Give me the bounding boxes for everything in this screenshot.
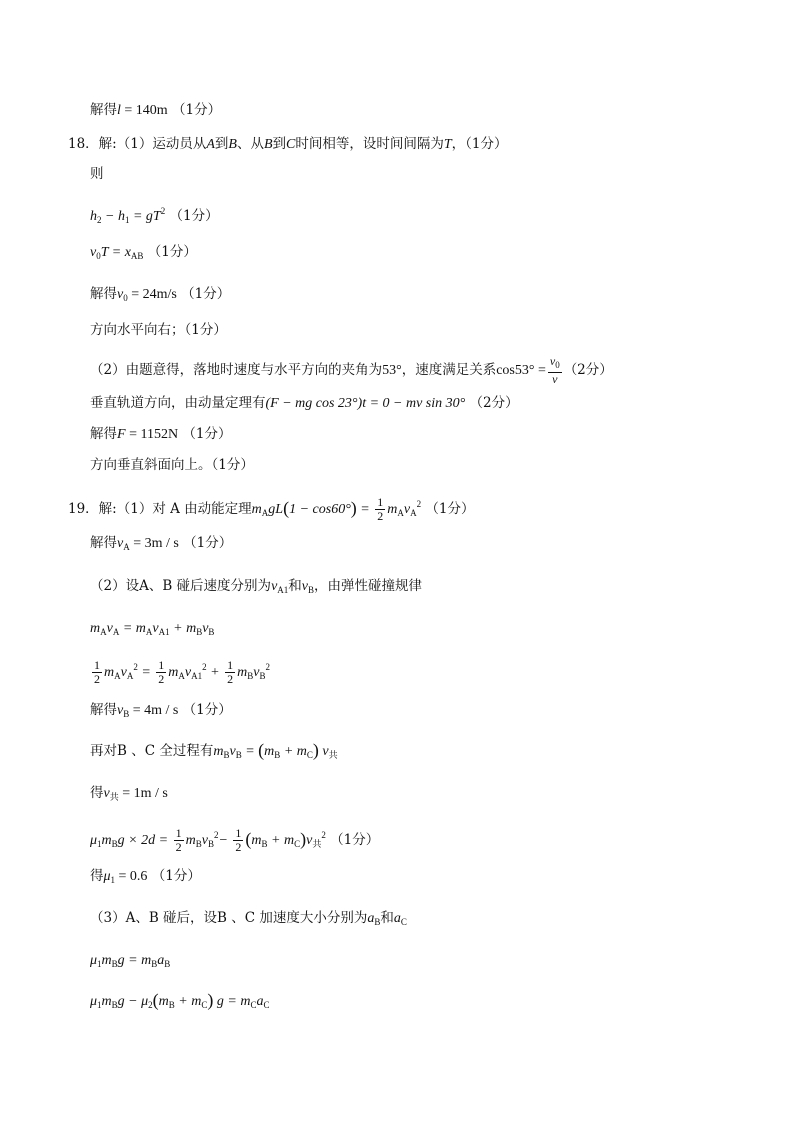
- score: （1分）: [181, 286, 231, 302]
- score: （2分）: [469, 395, 519, 411]
- var: $v_B$: [301, 579, 315, 595]
- text: 得: [90, 868, 104, 884]
- text: 方向水平向右；（1分）: [90, 322, 227, 338]
- formula: $m_Bv_B^2-$: [185, 830, 232, 849]
- bc-process: [90, 740, 338, 765]
- formula: $v_0T = x_{AB}$: [90, 245, 144, 261]
- formula: $m_Av_A = m_Av_{A1} + m_Bv_B$: [90, 621, 215, 637]
- score: （1分）: [182, 702, 232, 718]
- energy-eq: [90, 652, 270, 691]
- formula: $(m_B + m_C)v_共^2$: [245, 829, 326, 849]
- text: （2）由题意得，落地时速度与水平方向的夹角为: [90, 362, 383, 378]
- text: 到: [214, 136, 229, 152]
- formula: $m_Bv_B = (m_B + m_C)$ $v_共$: [213, 740, 338, 760]
- formula-val: = 24m/s: [127, 287, 177, 302]
- equation-1: [90, 201, 219, 230]
- text: ，由弹性碰撞规律: [314, 578, 423, 594]
- formula-val: = 4m / s: [129, 703, 179, 718]
- equation-3: [90, 284, 230, 308]
- fraction-half: [233, 827, 243, 854]
- text: ，速度满足关系: [401, 362, 497, 378]
- direction-1: [90, 320, 227, 340]
- momentum-eq: [90, 618, 214, 642]
- denominator: 2: [94, 672, 100, 686]
- part-2-line: [90, 355, 613, 386]
- numerator: 1: [377, 495, 384, 509]
- angle: 53°: [382, 363, 402, 378]
- formula: cos53° =: [496, 363, 546, 378]
- formula: (F − mg cos 23°)t = 0 − mv sin 30°: [265, 396, 466, 411]
- formula: F: [117, 427, 126, 442]
- text: 到: [272, 136, 287, 152]
- formula-val: = 3m / s: [129, 536, 179, 551]
- question-19-heading: [68, 491, 474, 526]
- score: （1分）: [169, 208, 219, 224]
- score: （1分）: [330, 832, 380, 848]
- vB-result: [90, 700, 232, 724]
- numerator: 1: [235, 826, 242, 840]
- fraction-half: [174, 827, 184, 854]
- direction-2: [90, 455, 254, 475]
- numerator: 1: [94, 658, 100, 672]
- score: （1分）: [171, 102, 222, 118]
- formula-val: = 1152N: [125, 427, 179, 442]
- numerator: 1: [158, 658, 165, 672]
- text: 得: [90, 785, 104, 801]
- formula: $h_2 - h_1 = gT^2$: [90, 206, 166, 225]
- text: 解得: [90, 426, 117, 442]
- text: 则: [90, 166, 104, 182]
- text: 垂直轨道方向，由动量定理有: [90, 395, 266, 411]
- vA-result: [90, 533, 232, 557]
- score: （1分）: [425, 501, 475, 517]
- var: B: [263, 137, 273, 152]
- fraction-half: [92, 659, 102, 686]
- mu-result: [90, 866, 201, 890]
- formula: $\mu_1$: [103, 869, 116, 885]
- text: ，（1分）: [451, 136, 508, 152]
- var: B: [228, 137, 237, 152]
- formula-l: l: [117, 103, 121, 118]
- fraction: [548, 355, 562, 386]
- numerator: $v_0$: [548, 355, 562, 373]
- acc-eq-1: [90, 950, 170, 974]
- text: 19．解:（1）对 A 由动能定理: [68, 501, 252, 517]
- text: 18．解:（1）运动员从: [68, 136, 207, 152]
- denominator: 2: [158, 672, 165, 686]
- part-19-2: [90, 576, 422, 600]
- question-18-heading: [68, 134, 508, 155]
- denominator: 2: [227, 672, 234, 686]
- text-ze: [90, 164, 104, 184]
- denominator: v: [552, 372, 558, 386]
- formula: $\mu_1m_Bg - \mu_2(m_B + m_C) g = m_Ca_C$: [90, 990, 270, 1010]
- acc-eq-2: [90, 990, 269, 1015]
- var: T: [443, 137, 452, 152]
- text: 解得: [90, 286, 117, 302]
- text: 再对B 、C 全过程有: [90, 743, 214, 759]
- formula: $m_Av_A^2$: [387, 499, 422, 518]
- var: $a_B$: [367, 911, 381, 927]
- text: 解得: [90, 102, 117, 118]
- text: 和: [288, 578, 302, 594]
- numerator: 1: [175, 826, 182, 840]
- formula-l-val: = 140m: [120, 103, 168, 118]
- text: 方向垂直斜面向上。（1分）: [90, 457, 254, 473]
- fraction-half: [225, 659, 235, 686]
- text: 时间相等，设时间间隔为: [295, 136, 444, 152]
- fraction-half: [156, 659, 166, 686]
- formula: $v_0$: [117, 287, 128, 303]
- numerator: 1: [227, 658, 234, 672]
- text: 解得: [90, 702, 117, 718]
- formula-val: = 0.6: [115, 869, 148, 884]
- denominator: 2: [377, 509, 384, 523]
- formula-val: = 1m / s: [118, 786, 168, 801]
- score: （2分）: [563, 362, 613, 378]
- denominator: 2: [235, 840, 242, 854]
- var: C: [286, 137, 296, 152]
- text: 、从: [236, 136, 264, 152]
- formula: $v_B$: [117, 703, 130, 719]
- var: $a_C$: [393, 911, 407, 927]
- score: （1分）: [151, 868, 201, 884]
- denominator: 2: [175, 840, 182, 854]
- score: （1分）: [147, 244, 197, 260]
- var: A: [206, 137, 215, 152]
- equation-2: [90, 242, 197, 266]
- text: （3）A、B 碰后，设B 、C 加速度大小分别为: [90, 910, 368, 926]
- formula: $v_A$: [117, 536, 130, 552]
- formula: $m_Av_{A1}^2$ +: [168, 662, 224, 681]
- momentum-theorem-line: [90, 393, 519, 414]
- formula: $v_共$: [103, 786, 119, 802]
- formula: $\mu_1m_Bg = m_Ba_B$: [90, 953, 171, 969]
- fraction-half: [375, 496, 385, 523]
- formula: $m_Av_A^2$ =: [104, 662, 155, 681]
- score: （1分）: [182, 426, 232, 442]
- formula: $m_AgL(1 - \cos 60^\circ)$ =: [251, 498, 374, 518]
- var: $v_{A1}$: [271, 579, 289, 595]
- answer-line-l: [90, 100, 221, 121]
- text: （2）设A、B 碰后速度分别为: [90, 578, 272, 594]
- friction-energy-eq: [90, 820, 379, 859]
- text: 和: [380, 910, 394, 926]
- score: （1分）: [183, 535, 233, 551]
- part-19-3: [90, 908, 407, 932]
- text: 解得: [90, 535, 117, 551]
- formula: $m_Bv_B^2$: [237, 662, 270, 681]
- formula: $\mu_1m_Bg \times 2d$ =: [90, 833, 172, 849]
- v-common-result: [90, 783, 168, 807]
- force-result: [90, 424, 231, 445]
